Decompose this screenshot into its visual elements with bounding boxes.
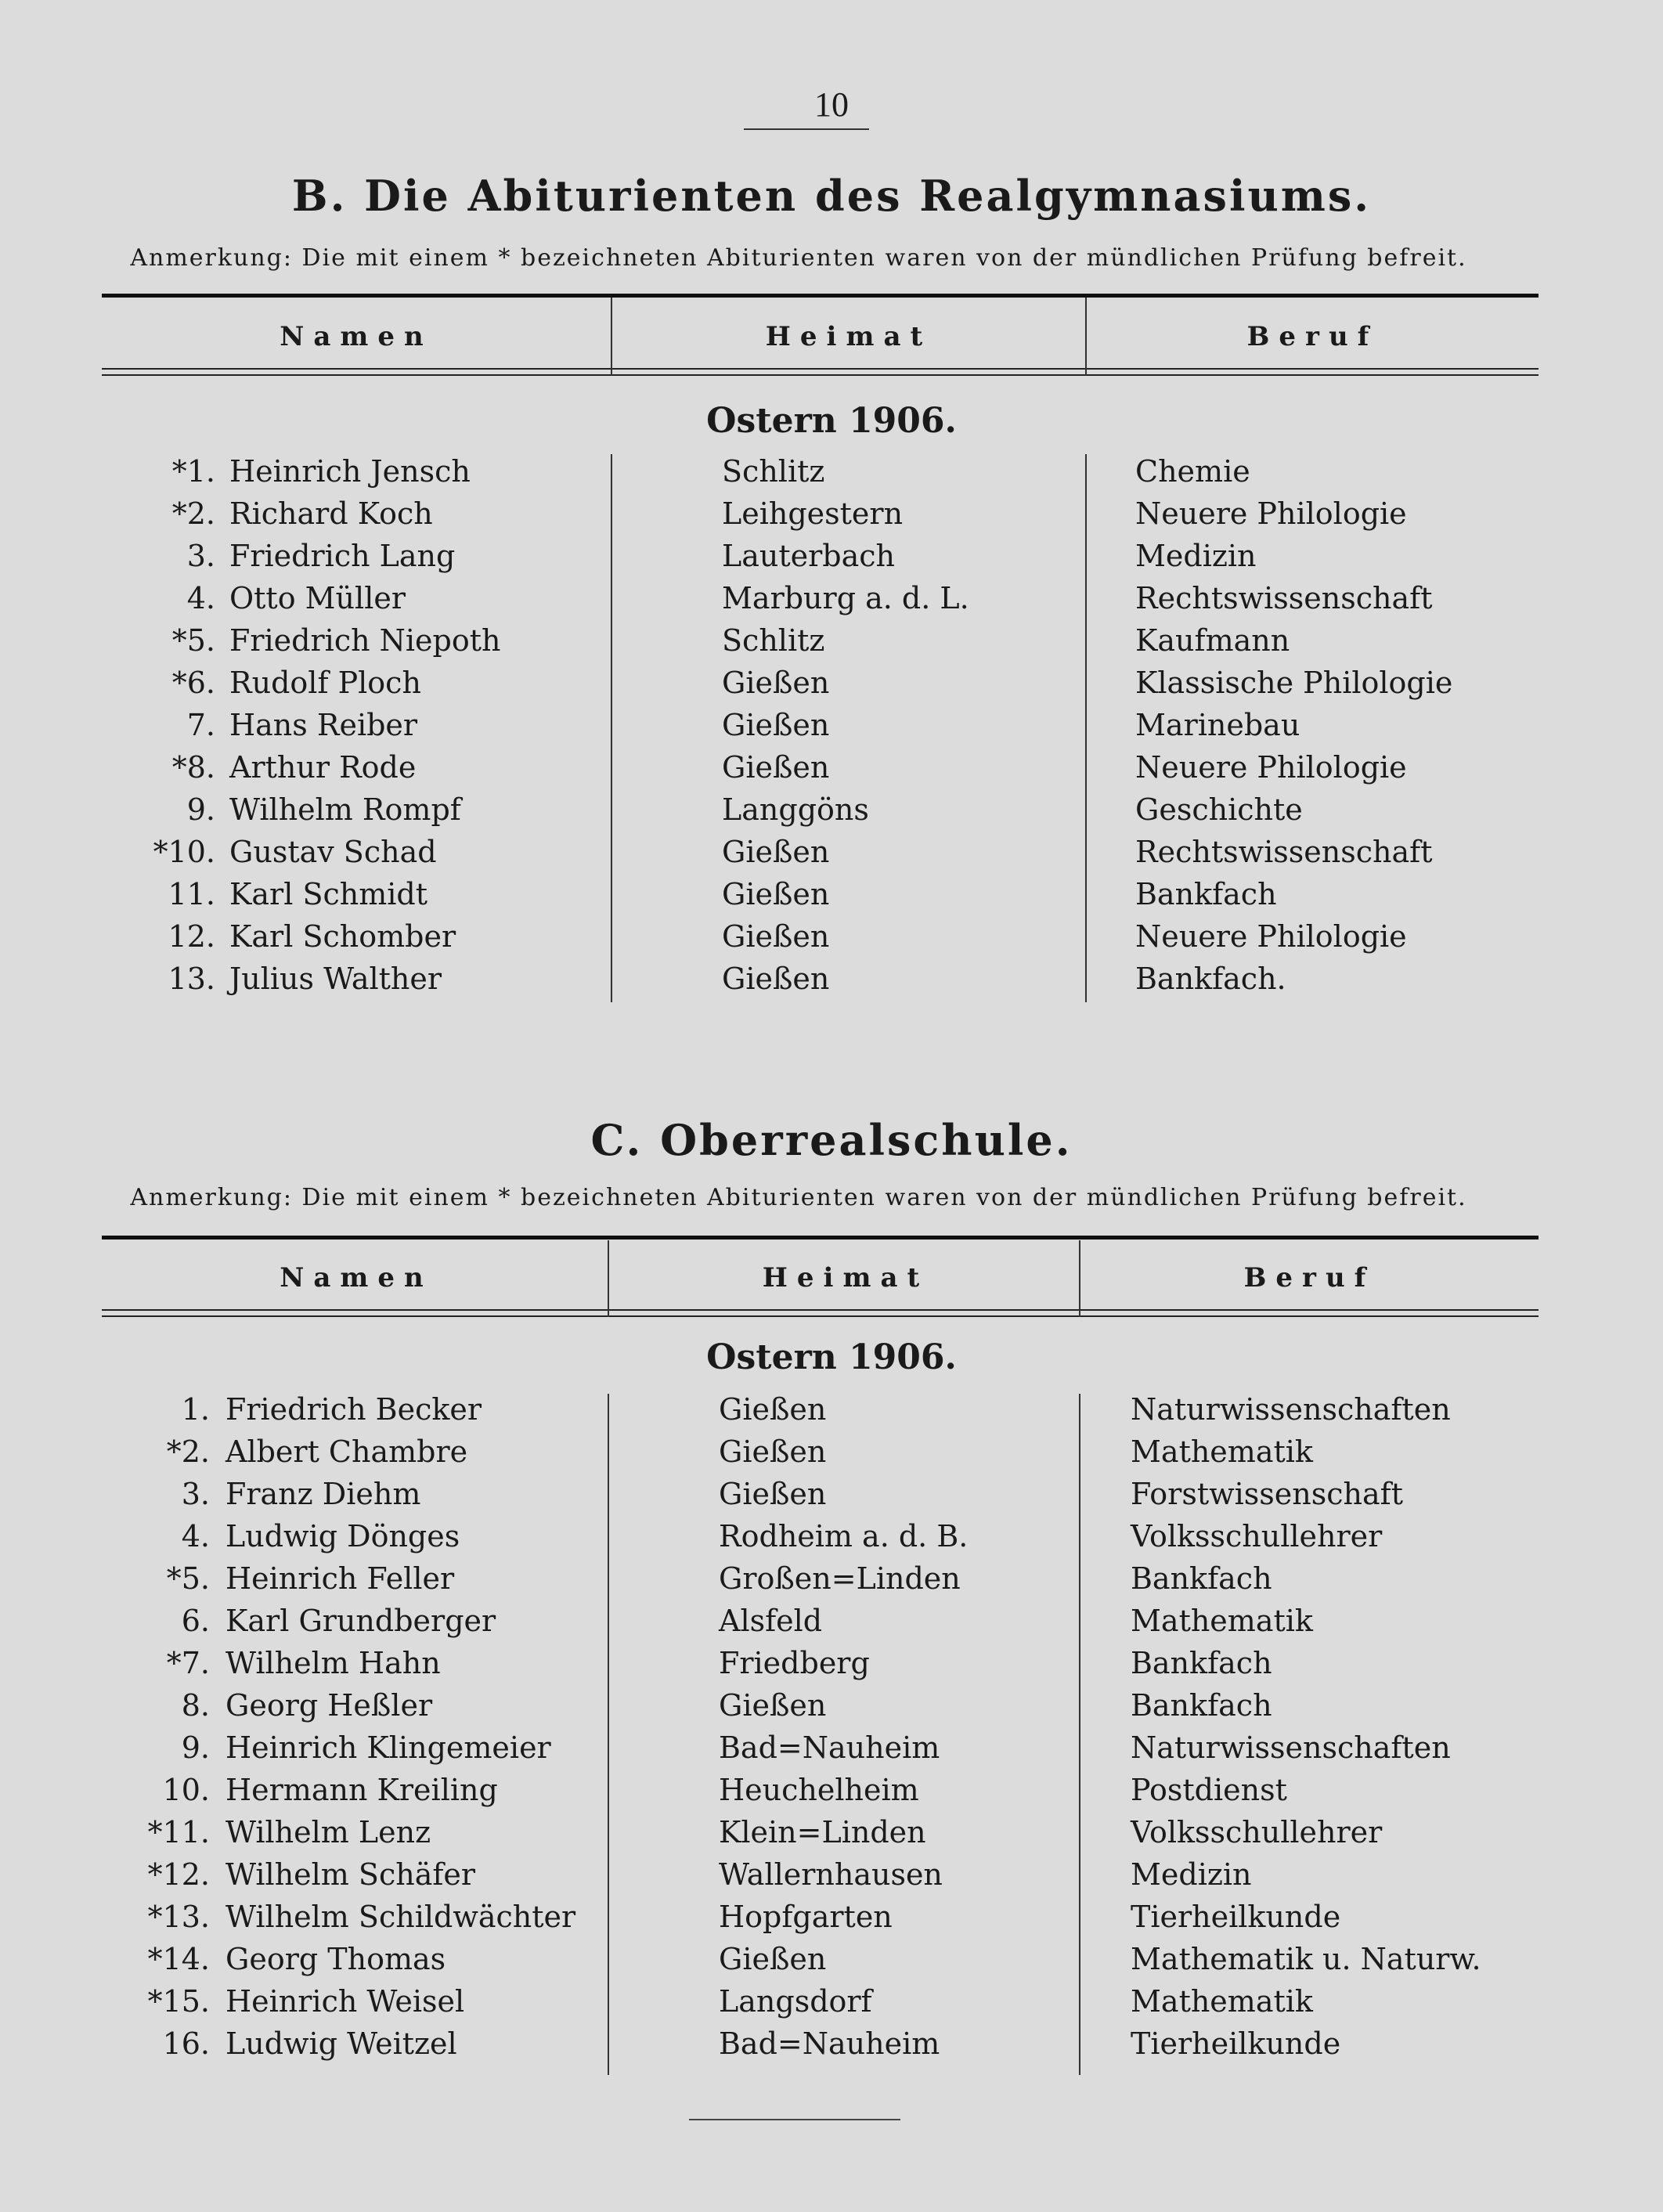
row-beruf: Bankfach xyxy=(1131,1561,1272,1596)
row-heimat: Gießen xyxy=(719,1434,827,1469)
row-beruf: Neuere Philologie xyxy=(1135,496,1407,531)
row-name: Heinrich Weisel xyxy=(225,1984,465,2019)
row-beruf: Naturwissenschaften xyxy=(1131,1730,1451,1765)
row-name: Ludwig Weitzel xyxy=(225,2026,457,2061)
section-c-header-heimat: Heimat xyxy=(762,1262,929,1294)
section-c-header-divider-2 xyxy=(1079,1240,1080,1317)
row-number: *2. xyxy=(171,496,215,531)
row-number: 16. xyxy=(162,2026,210,2061)
row-heimat: Langgöns xyxy=(722,792,869,827)
row-name: Friedrich Becker xyxy=(225,1392,482,1427)
row-heimat: Rodheim a. d. B. xyxy=(719,1519,969,1553)
table-row xyxy=(0,623,1663,666)
row-number: *13. xyxy=(147,1900,210,1934)
section-b-header-heimat: Heimat xyxy=(765,321,933,352)
row-beruf: Mathematik xyxy=(1131,1604,1313,1638)
row-number: 9. xyxy=(186,792,215,827)
row-number: 4. xyxy=(186,581,215,615)
table-row xyxy=(0,1392,1663,1434)
row-heimat: Gießen xyxy=(722,919,830,954)
row-heimat: Hopfgarten xyxy=(719,1900,893,1934)
row-beruf: Forstwissenschaft xyxy=(1131,1477,1403,1511)
row-name: Heinrich Klingemeier xyxy=(225,1730,551,1765)
row-heimat: Gießen xyxy=(719,1942,827,1976)
row-beruf: Bankfach. xyxy=(1135,962,1286,996)
section-c-title: C. Oberrealschule. xyxy=(590,1115,1073,1165)
row-name: Wilhelm Rompf xyxy=(229,792,461,827)
table-row xyxy=(0,835,1663,877)
row-name: Georg Thomas xyxy=(225,1942,446,1976)
row-number: *8. xyxy=(171,750,215,785)
row-name: Georg Heßler xyxy=(225,1688,433,1723)
row-heimat: Gießen xyxy=(719,1392,827,1427)
row-number: *15. xyxy=(147,1984,210,2019)
row-beruf: Tierheilkunde xyxy=(1131,2026,1341,2061)
section-b-header-beruf: Beruf xyxy=(1246,321,1379,352)
row-number: 6. xyxy=(181,1604,210,1638)
page-number-rule xyxy=(744,128,869,130)
table-row xyxy=(0,1604,1663,1646)
table-row xyxy=(0,1730,1663,1773)
section-c-table-top-rule xyxy=(102,1236,1539,1240)
table-row xyxy=(0,877,1663,919)
row-beruf: Medizin xyxy=(1131,1857,1252,1892)
section-c-subhead: Ostern 1906. xyxy=(706,1337,957,1377)
table-row xyxy=(0,1519,1663,1561)
row-beruf: Neuere Philologie xyxy=(1135,919,1407,954)
section-b-title: B. Die Abiturienten des Realgymnasiums. xyxy=(291,171,1372,221)
row-name: Albert Chambre xyxy=(225,1434,468,1469)
row-beruf: Chemie xyxy=(1135,454,1250,489)
row-heimat: Gießen xyxy=(722,835,830,869)
table-row xyxy=(0,1815,1663,1857)
row-number: 13. xyxy=(168,962,215,996)
row-number: 3. xyxy=(186,539,215,573)
table-row xyxy=(0,539,1663,581)
section-c-header-beruf: Beruf xyxy=(1243,1262,1376,1294)
row-name: Wilhelm Schäfer xyxy=(225,1857,476,1892)
row-beruf: Bankfach xyxy=(1135,877,1277,911)
row-heimat: Klein=Linden xyxy=(719,1815,926,1849)
row-name: Arthur Rode xyxy=(229,750,417,785)
row-heimat: Langsdorf xyxy=(719,1984,872,2019)
section-c-header-name: Namen xyxy=(280,1262,433,1294)
section-c-header-divider-1 xyxy=(608,1240,609,1317)
section-b-header-rule-1 xyxy=(102,368,1539,370)
row-number: 1. xyxy=(181,1392,210,1427)
section-b-header-rule-2 xyxy=(102,374,1539,376)
table-row xyxy=(0,1646,1663,1688)
row-name: Gustav Schad xyxy=(229,835,437,869)
row-name: Hermann Kreiling xyxy=(225,1773,498,1807)
row-beruf: Postdienst xyxy=(1131,1773,1287,1807)
row-heimat: Marburg a. d. L. xyxy=(722,581,969,615)
row-number: 7. xyxy=(186,708,215,742)
row-heimat: Gießen xyxy=(719,1477,827,1511)
table-row xyxy=(0,454,1663,496)
section-c-note: Anmerkung: Die mit einem * bezeichneten Abiturienten waren von der mündlichen Prüfung befreit. xyxy=(130,1184,1467,1211)
row-beruf: Bankfach xyxy=(1131,1688,1272,1723)
row-name: Heinrich Jensch xyxy=(229,454,471,489)
row-number: *2. xyxy=(166,1434,210,1469)
row-beruf: Mathematik xyxy=(1131,1984,1313,2019)
section-b-header-name: Namen xyxy=(280,321,433,352)
table-row xyxy=(0,919,1663,962)
row-name: Karl Schomber xyxy=(229,919,456,954)
section-b-note: Anmerkung: Die mit einem * bezeichneten Abiturienten waren von der mündlichen Prüfung befreit. xyxy=(130,244,1467,272)
row-number: *10. xyxy=(153,835,215,869)
section-b-table-top-rule xyxy=(102,294,1539,298)
row-number: *6. xyxy=(171,666,215,700)
row-heimat: Schlitz xyxy=(722,454,825,489)
row-heimat: Alsfeld xyxy=(719,1604,823,1638)
section-b-subhead: Ostern 1906. xyxy=(706,401,957,441)
row-heimat: Gießen xyxy=(719,1688,827,1723)
section-b-header-divider-2 xyxy=(1085,298,1087,376)
row-beruf: Rechtswissenschaft xyxy=(1135,835,1433,869)
row-beruf: Volksschullehrer xyxy=(1131,1519,1383,1553)
row-name: Karl Schmidt xyxy=(229,877,428,911)
row-number: 8. xyxy=(181,1688,210,1723)
section-c-header-rule-1 xyxy=(102,1309,1539,1311)
row-name: Hans Reiber xyxy=(229,708,418,742)
row-name: Richard Koch xyxy=(229,496,433,531)
table-row xyxy=(0,1773,1663,1815)
row-name: Karl Grundberger xyxy=(225,1604,496,1638)
section-b-header-divider-1 xyxy=(611,298,612,376)
row-beruf: Mathematik xyxy=(1131,1434,1313,1469)
row-beruf: Tierheilkunde xyxy=(1131,1900,1341,1934)
row-name: Wilhelm Hahn xyxy=(225,1646,441,1680)
table-row xyxy=(0,2026,1663,2069)
row-heimat: Gießen xyxy=(722,877,830,911)
table-row xyxy=(0,1984,1663,2026)
row-number: 4. xyxy=(181,1519,210,1553)
table-row xyxy=(0,750,1663,792)
row-number: *5. xyxy=(166,1561,210,1596)
table-row xyxy=(0,1434,1663,1477)
section-c-header-rule-2 xyxy=(102,1315,1539,1317)
table-row xyxy=(0,792,1663,835)
row-number: *5. xyxy=(171,623,215,658)
row-beruf: Neuere Philologie xyxy=(1135,750,1407,785)
table-row xyxy=(0,1857,1663,1900)
row-beruf: Marinebau xyxy=(1135,708,1300,742)
table-row xyxy=(0,581,1663,623)
table-row xyxy=(0,1477,1663,1519)
table-row xyxy=(0,496,1663,539)
row-beruf: Bankfach xyxy=(1131,1646,1272,1680)
row-beruf: Medizin xyxy=(1135,539,1257,573)
table-row xyxy=(0,708,1663,750)
row-beruf: Mathematik u. Naturw. xyxy=(1131,1942,1481,1976)
row-name: Wilhelm Lenz xyxy=(225,1815,431,1849)
row-beruf: Volksschullehrer xyxy=(1131,1815,1383,1849)
row-number: 11. xyxy=(168,877,215,911)
row-beruf: Kaufmann xyxy=(1135,623,1290,658)
row-name: Otto Müller xyxy=(229,581,406,615)
row-beruf: Geschichte xyxy=(1135,792,1303,827)
row-number: 3. xyxy=(181,1477,210,1511)
row-heimat: Wallernhausen xyxy=(719,1857,943,1892)
table-row xyxy=(0,962,1663,1004)
row-name: Heinrich Feller xyxy=(225,1561,455,1596)
row-heimat: Gießen xyxy=(722,962,830,996)
table-row xyxy=(0,1942,1663,1984)
row-heimat: Bad=Nauheim xyxy=(719,2026,940,2061)
row-heimat: Heuchelheim xyxy=(719,1773,919,1807)
row-name: Friedrich Lang xyxy=(229,539,456,573)
row-number: *7. xyxy=(166,1646,210,1680)
row-number: *11. xyxy=(147,1815,210,1849)
row-name: Wilhelm Schildwächter xyxy=(225,1900,576,1934)
row-beruf: Rechtswissenschaft xyxy=(1135,581,1433,615)
table-row xyxy=(0,1688,1663,1730)
row-number: 12. xyxy=(168,919,215,954)
row-heimat: Schlitz xyxy=(722,623,825,658)
table-row xyxy=(0,1900,1663,1942)
row-number: 10. xyxy=(162,1773,210,1807)
row-number: *1. xyxy=(171,454,215,489)
row-heimat: Bad=Nauheim xyxy=(719,1730,940,1765)
row-heimat: Großen=Linden xyxy=(719,1561,961,1596)
row-name: Julius Walther xyxy=(229,962,442,996)
row-name: Friedrich Niepoth xyxy=(229,623,501,658)
row-beruf: Naturwissenschaften xyxy=(1131,1392,1451,1427)
row-heimat: Gießen xyxy=(722,708,830,742)
table-row xyxy=(0,666,1663,708)
table-row xyxy=(0,1561,1663,1604)
row-heimat: Gießen xyxy=(722,750,830,785)
row-number: *12. xyxy=(147,1857,210,1892)
row-beruf: Klassische Philologie xyxy=(1135,666,1453,700)
row-name: Rudolf Ploch xyxy=(229,666,421,700)
row-heimat: Lauterbach xyxy=(722,539,896,573)
row-name: Franz Diehm xyxy=(225,1477,421,1511)
page-bottom-rule xyxy=(689,2119,900,2120)
page-number: 10 xyxy=(814,85,849,124)
row-heimat: Gießen xyxy=(722,666,830,700)
row-number: *14. xyxy=(147,1942,210,1976)
row-heimat: Friedberg xyxy=(719,1646,870,1680)
row-name: Ludwig Dönges xyxy=(225,1519,460,1553)
row-number: 9. xyxy=(181,1730,210,1765)
row-heimat: Leihgestern xyxy=(722,496,904,531)
